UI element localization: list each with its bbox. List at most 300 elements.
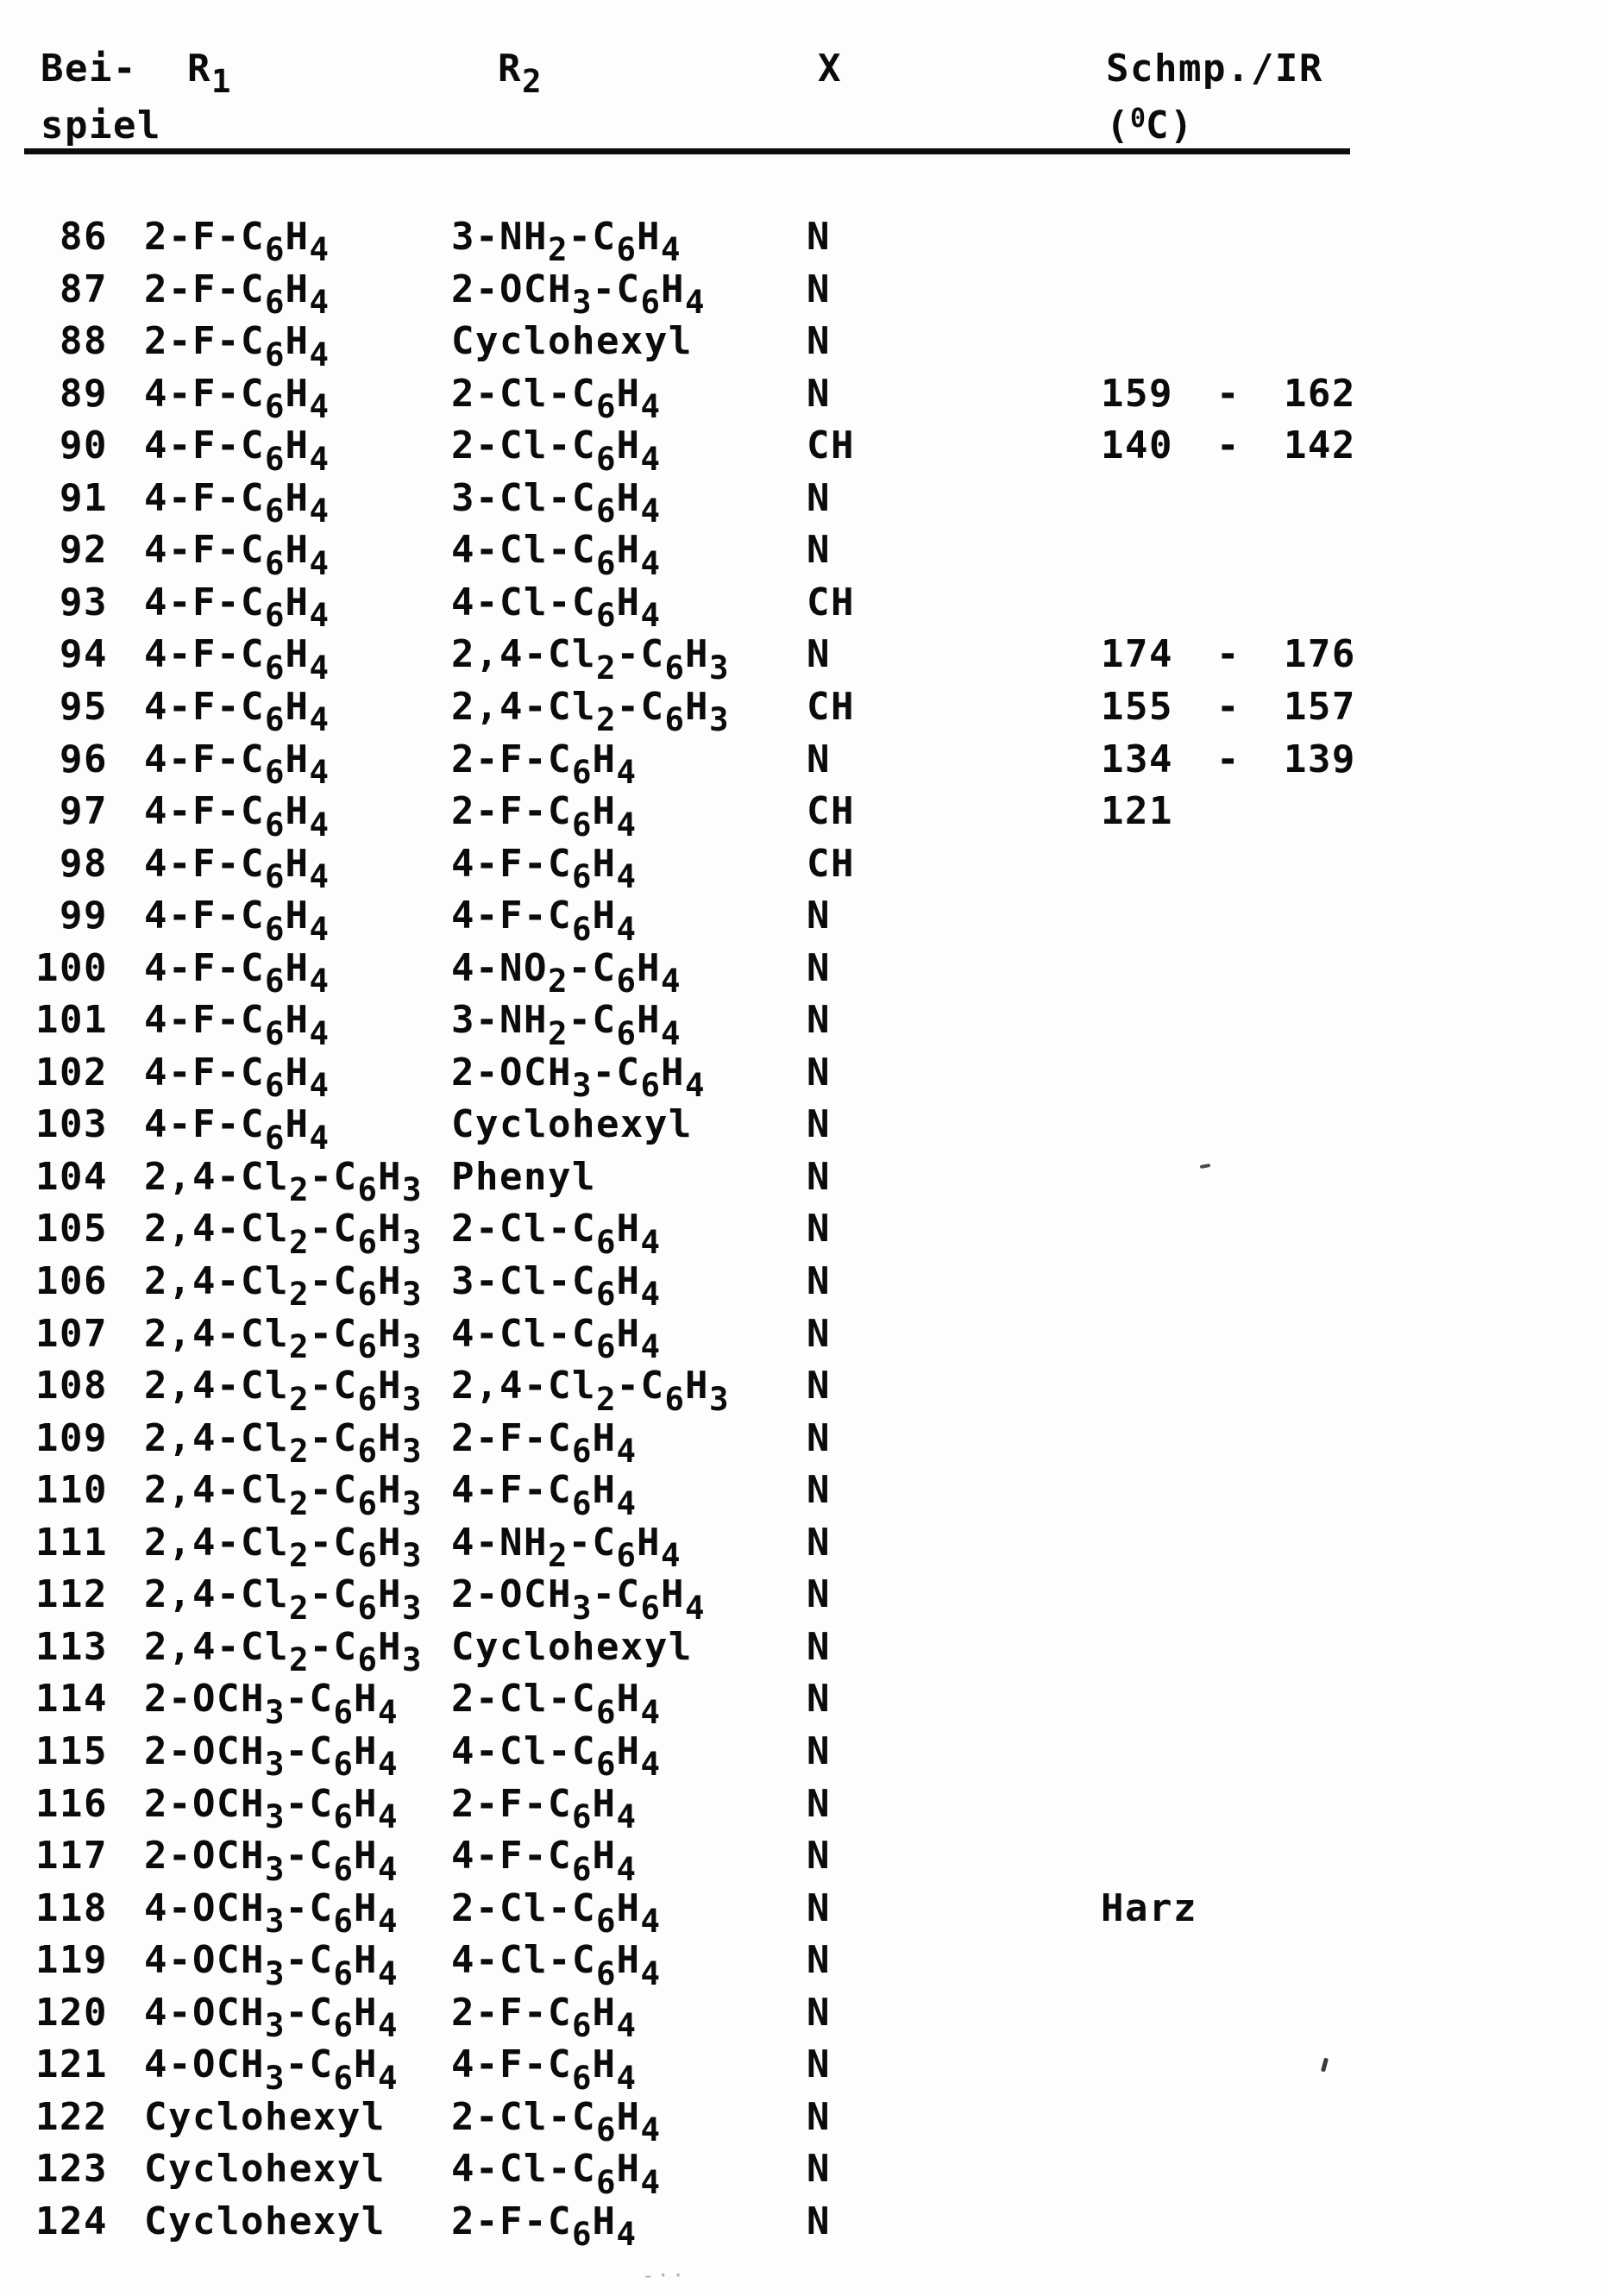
cell-beispiel: 89 [60, 371, 108, 416]
cell-x: N [807, 1885, 831, 1930]
subscript-digit: 6 [264, 387, 286, 426]
table-row-105 [0, 1207, 1602, 1264]
cell-x: CH [807, 580, 855, 624]
subscript-digit: 6 [595, 1275, 617, 1314]
cell-beispiel: 116 [35, 1781, 108, 1826]
table-row-100 [0, 945, 1602, 1003]
subscript-digit: 4 [309, 596, 330, 635]
cell-r2: $4-F-C_6H_4$ [451, 2042, 637, 2097]
cell-beispiel: 114 [35, 1677, 108, 1722]
cell-x: CH [807, 841, 855, 886]
subscript-digit: 4 [377, 1849, 399, 1888]
subscript-digit: 6 [357, 1379, 378, 1418]
subscript-digit: 4 [309, 700, 330, 739]
subscript-digit: 6 [595, 387, 617, 426]
cell-r2: $2,4-Cl_2-C_6H_3$ [451, 684, 730, 739]
subscript-digit: 3 [708, 1379, 730, 1418]
cell-r1: Cyclohexyl [144, 2094, 386, 2139]
table-row-89 [0, 371, 1602, 429]
subscript-digit: 6 [264, 1118, 286, 1157]
table-row-93 [0, 580, 1602, 637]
subscript-digit: 6 [616, 962, 637, 1001]
cell-x: CH [807, 684, 855, 729]
cell-r1: $2-F-C_6H_4$ [144, 215, 330, 269]
subscript-digit: 3 [264, 2006, 286, 2045]
subscript-digit: 4 [640, 596, 661, 635]
subscript-digit: 6 [264, 439, 286, 478]
cell-r1: $2,4-Cl_2-C_6H_3$ [144, 1520, 423, 1575]
cell-r1: $4-F-C_6H_4$ [144, 423, 330, 478]
subscript-digit: 2 [595, 1379, 617, 1418]
subscript-digit: 4 [377, 1745, 399, 1784]
header-rule [24, 148, 1350, 154]
cell-beispiel: 109 [35, 1415, 108, 1460]
cell-r2: Cyclohexyl [451, 1102, 693, 1147]
subscript-digit: 3 [401, 1327, 423, 1365]
table-row-103 [0, 1102, 1602, 1159]
subscript-digit: 3 [571, 1066, 593, 1105]
cell-r2: $4-NH_2-C_6H_4$ [451, 1520, 682, 1575]
subscript-digit: 6 [357, 1588, 378, 1627]
header-degrees-c [1106, 103, 1194, 147]
cell-beispiel: 102 [35, 1050, 108, 1095]
cell-r1: $2,4-Cl_2-C_6H_3$ [144, 1572, 423, 1627]
table-row-108 [0, 1364, 1602, 1421]
subscript-digit: 6 [333, 1849, 354, 1888]
subscript-digit: 6 [264, 648, 286, 687]
subscript-digit: 4 [309, 962, 330, 1001]
header-schmp-ir: Schmp./IR [1106, 47, 1323, 91]
cell-r2: $2-F-C_6H_4$ [451, 1990, 637, 2045]
cell-beispiel: 121 [35, 2042, 108, 2087]
subscript-digit: 4 [309, 1013, 330, 1052]
cell-r2: $4-Cl-C_6H_4$ [451, 528, 661, 582]
cell-x: N [807, 1572, 831, 1617]
subscript-digit: 2 [595, 700, 617, 739]
subscript-digit: 4 [309, 335, 330, 373]
subscript-digit: 4 [616, 1484, 637, 1522]
cell-r1: Cyclohexyl [144, 2199, 386, 2243]
subscript-digit: 6 [571, 2215, 593, 2254]
cell-x: N [807, 1520, 831, 1565]
table-row-111 [0, 1520, 1602, 1578]
cell-schmp: 134 - 139 [1101, 737, 1356, 781]
subscript-digit: 6 [264, 335, 286, 373]
table-row-124 [0, 2199, 1602, 2256]
subscript-digit: 6 [571, 1432, 593, 1471]
subscript-digit: 6 [571, 1849, 593, 1888]
cell-r2: $2-Cl-C_6H_4$ [451, 423, 661, 478]
subscript-digit: 3 [264, 1954, 286, 1992]
subscript-digit: 2 [288, 1588, 310, 1627]
subscript-digit: 4 [616, 857, 637, 896]
subscript-digit: 3 [264, 1902, 286, 1941]
subscript-digit: 3 [401, 1432, 423, 1471]
subscript-digit: 6 [357, 1275, 378, 1314]
subscript-digit: 4 [660, 962, 682, 1001]
cell-x: N [807, 1834, 831, 1879]
subscript-digit: 6 [571, 857, 593, 896]
cell-r2: $4-NO_2-C_6H_4$ [451, 945, 682, 1001]
table-row-87 [0, 267, 1602, 324]
subscript-digit: 6 [595, 1327, 617, 1365]
cell-beispiel: 86 [60, 215, 108, 259]
cell-r2: $2-F-C_6H_4$ [451, 1415, 637, 1471]
cell-r2: $4-Cl-C_6H_4$ [451, 580, 661, 635]
header-r1-base: R [187, 47, 211, 91]
table-row-96 [0, 737, 1602, 794]
cell-x: N [807, 1154, 831, 1199]
subscript-digit: 4 [684, 283, 706, 321]
subscript-digit: 4 [309, 857, 330, 896]
subscript-digit: 6 [264, 909, 286, 948]
subscript-digit: 6 [264, 230, 286, 269]
cell-r2: $2-Cl-C_6H_4$ [451, 1207, 661, 1261]
cell-x: N [807, 319, 831, 364]
subscript-digit: 2 [547, 230, 569, 269]
cell-r2: $4-F-C_6H_4$ [451, 894, 637, 948]
cell-r1: $2,4-Cl_2-C_6H_3$ [144, 1415, 423, 1471]
subscript-digit: 4 [616, 909, 637, 948]
subscript-digit: 4 [640, 1275, 661, 1314]
subscript-digit: 2 [288, 1484, 310, 1522]
subscript-digit: 4 [640, 1222, 661, 1261]
subscript-digit: 3 [571, 283, 593, 321]
header-r2-base: R [498, 47, 522, 91]
subscript-digit: 3 [708, 700, 730, 739]
cell-r1: $2,4-Cl_2-C_6H_3$ [144, 1364, 423, 1418]
table-row-123 [0, 2147, 1602, 2204]
subscript-digit: 4 [616, 2215, 637, 2254]
subscript-digit: 6 [595, 596, 617, 635]
cell-x: N [807, 1990, 831, 2035]
header-r1-subscript: 1 [211, 62, 232, 101]
subscript-digit: 3 [264, 1692, 286, 1731]
table-row-114 [0, 1677, 1602, 1734]
subscript-digit: 4 [640, 1745, 661, 1784]
header-beispiel-line1: Bei- [41, 47, 137, 91]
subscript-digit: 3 [264, 1849, 286, 1888]
cell-r2: $4-Cl-C_6H_4$ [451, 1938, 661, 1992]
subscript-digit: 2 [288, 1536, 310, 1575]
subscript-digit: 3 [708, 648, 730, 687]
cell-r1: $2-F-C_6H_4$ [144, 267, 330, 321]
subscript-digit: 6 [264, 805, 286, 844]
subscript-digit: 4 [616, 1849, 637, 1888]
cell-beispiel: 115 [35, 1728, 108, 1773]
cell-r2: $2-OCH_3-C_6H_4$ [451, 1572, 706, 1627]
cell-schmp: 155 - 157 [1101, 684, 1356, 729]
cell-beispiel: 123 [35, 2147, 108, 2192]
subscript-digit: 6 [571, 2006, 593, 2045]
cell-schmp: 174 - 176 [1101, 632, 1356, 677]
cell-x: N [807, 1938, 831, 1983]
subscript-digit: 3 [401, 1640, 423, 1679]
subscript-digit: 4 [377, 1954, 399, 1992]
subscript-digit: 4 [660, 1013, 682, 1052]
cell-r1: $2,4-Cl_2-C_6H_3$ [144, 1207, 423, 1261]
cell-beispiel: 90 [60, 423, 108, 468]
cell-x: N [807, 1050, 831, 1095]
table-row-101 [0, 998, 1602, 1055]
cell-r1: $2-OCH_3-C_6H_4$ [144, 1834, 399, 1888]
subscript-digit: 3 [264, 1745, 286, 1784]
header-beispiel-line2: spiel [41, 104, 161, 147]
table-row-92 [0, 528, 1602, 585]
cell-x: CH [807, 789, 855, 834]
subscript-digit: 4 [309, 752, 330, 791]
cell-beispiel: 93 [60, 580, 108, 624]
table-row-117 [0, 1834, 1602, 1891]
table-row-113 [0, 1624, 1602, 1682]
cell-r2: $2-Cl-C_6H_4$ [451, 371, 661, 426]
cell-r1: $2-OCH_3-C_6H_4$ [144, 1728, 399, 1784]
subscript-digit: 6 [264, 596, 286, 635]
cell-r2: Cyclohexyl [451, 319, 693, 364]
header-degc-paren: ( [1106, 104, 1130, 147]
cell-beispiel: 88 [60, 319, 108, 364]
subscript-digit: 2 [547, 1013, 569, 1052]
subscript-digit: 6 [664, 648, 685, 687]
subscript-digit: 2 [288, 1327, 310, 1365]
cell-schmp: Harz [1101, 1885, 1197, 1930]
cell-r2: $2,4-Cl_2-C_6H_3$ [451, 1364, 730, 1418]
subscript-digit: 6 [664, 700, 685, 739]
cell-r1: $4-F-C_6H_4$ [144, 528, 330, 582]
subscript-digit: 4 [616, 805, 637, 844]
subscript-digit: 6 [595, 439, 617, 478]
subscript-digit: 6 [264, 1013, 286, 1052]
subscript-digit: 6 [357, 1327, 378, 1365]
subscript-digit: 6 [571, 805, 593, 844]
cell-beispiel: 95 [60, 684, 108, 729]
subscript-digit: 6 [357, 1536, 378, 1575]
cell-r1: $2-F-C_6H_4$ [144, 319, 330, 373]
subscript-digit: 2 [288, 1170, 310, 1209]
subscript-digit: 3 [401, 1484, 423, 1522]
cell-r1: $4-OCH_3-C_6H_4$ [144, 1938, 399, 1992]
table-row-115 [0, 1728, 1602, 1786]
subscript-digit: 2 [595, 648, 617, 687]
cell-x: N [807, 2199, 831, 2243]
cell-r2: $2-F-C_6H_4$ [451, 1781, 637, 1835]
cell-r2: $4-F-C_6H_4$ [451, 1468, 637, 1522]
subscript-digit: 4 [640, 1954, 661, 1992]
cell-beispiel: 120 [35, 1990, 108, 2035]
cell-beispiel: 98 [60, 841, 108, 886]
cell-r1: $4-F-C_6H_4$ [144, 789, 330, 844]
subscript-digit: 4 [640, 2162, 661, 2201]
subscript-digit: 2 [288, 1379, 310, 1418]
cell-beispiel: 92 [60, 528, 108, 573]
header-r2-subscript: 2 [522, 62, 543, 101]
subscript-digit: 6 [357, 1222, 378, 1261]
cell-x: N [807, 2147, 831, 2192]
subscript-digit: 4 [309, 283, 330, 321]
table-row-112 [0, 1572, 1602, 1629]
subscript-digit: 4 [377, 2058, 399, 2097]
cell-x: N [807, 528, 831, 573]
cell-beispiel: 103 [35, 1102, 108, 1147]
cell-beispiel: 94 [60, 632, 108, 677]
cell-schmp: 121 [1101, 789, 1173, 834]
subscript-digit: 6 [571, 752, 593, 791]
cell-r1: $4-F-C_6H_4$ [144, 737, 330, 791]
subscript-digit: 3 [401, 1536, 423, 1575]
subscript-digit: 6 [333, 2058, 354, 2097]
cell-schmp: 159 - 162 [1101, 371, 1356, 416]
table-row-86 [0, 215, 1602, 272]
subscript-digit: 3 [401, 1222, 423, 1261]
header-r1 [187, 47, 232, 101]
cell-r2: $3-NH_2-C_6H_4$ [451, 998, 682, 1052]
cell-r1: $4-F-C_6H_4$ [144, 1050, 330, 1105]
subscript-digit: 4 [309, 543, 330, 582]
cell-beispiel: 117 [35, 1834, 108, 1879]
cell-r2: $4-F-C_6H_4$ [451, 841, 637, 896]
subscript-digit: 6 [640, 283, 661, 321]
cell-r1: Cyclohexyl [144, 2147, 386, 2192]
cell-beispiel: 101 [35, 998, 108, 1043]
subscript-digit: 4 [684, 1588, 706, 1627]
subscript-digit: 6 [264, 752, 286, 791]
cell-beispiel: 113 [35, 1624, 108, 1669]
subscript-digit: 6 [571, 1797, 593, 1835]
subscript-digit: 6 [571, 909, 593, 948]
cell-x: N [807, 215, 831, 259]
subscript-digit: 4 [640, 439, 661, 478]
subscript-digit: 2 [288, 1275, 310, 1314]
subscript-digit: 6 [333, 1902, 354, 1941]
cell-beispiel: 87 [60, 267, 108, 311]
cell-x: N [807, 1311, 831, 1356]
subscript-digit: 6 [616, 1013, 637, 1052]
cell-r2: $2-Cl-C_6H_4$ [451, 1885, 661, 1941]
subscript-digit: 6 [571, 1484, 593, 1522]
cell-beispiel: 106 [35, 1259, 108, 1303]
cell-r1: $4-F-C_6H_4$ [144, 475, 330, 530]
cell-r1: $4-F-C_6H_4$ [144, 371, 330, 426]
cell-r1: $2,4-Cl_2-C_6H_3$ [144, 1259, 423, 1314]
cell-x: N [807, 737, 831, 781]
subscript-digit: 6 [595, 1692, 617, 1731]
cell-r2: $3-NH_2-C_6H_4$ [451, 215, 682, 269]
cell-x: N [807, 945, 831, 990]
cell-x: N [807, 1468, 831, 1513]
subscript-digit: 4 [309, 1118, 330, 1157]
cell-r1: $2,4-Cl_2-C_6H_3$ [144, 1154, 423, 1209]
cell-r1: $4-OCH_3-C_6H_4$ [144, 2042, 399, 2097]
subscript-digit: 4 [377, 1902, 399, 1941]
subscript-digit: 6 [595, 1902, 617, 1941]
cell-x: N [807, 267, 831, 311]
subscript-digit: 2 [288, 1640, 310, 1679]
cell-beispiel: 119 [35, 1938, 108, 1983]
cell-beispiel: 105 [35, 1207, 108, 1252]
cell-schmp: 140 - 142 [1101, 423, 1356, 468]
cell-x: N [807, 2094, 831, 2139]
subscript-digit: 6 [664, 1379, 685, 1418]
subscript-digit: 6 [357, 1432, 378, 1471]
cell-r1: $2-OCH_3-C_6H_4$ [144, 1677, 399, 1731]
cell-beispiel: 97 [60, 789, 108, 834]
subscript-digit: 4 [640, 1902, 661, 1941]
cell-x: N [807, 2042, 831, 2087]
cell-r1: $4-F-C_6H_4$ [144, 841, 330, 896]
subscript-digit: 4 [660, 1536, 682, 1575]
cell-x: N [807, 1102, 831, 1147]
subscript-digit: 6 [640, 1066, 661, 1105]
cell-x: N [807, 371, 831, 416]
cell-x: N [807, 1415, 831, 1460]
cell-beispiel: 118 [35, 1885, 108, 1930]
cell-r2: $4-Cl-C_6H_4$ [451, 1311, 661, 1365]
stray-smudge-2: -·· [642, 2263, 688, 2287]
header-r2 [498, 47, 543, 101]
table-row-121 [0, 2042, 1602, 2099]
cell-r2: $2,4-Cl_2-C_6H_3$ [451, 632, 730, 687]
cell-beispiel: 122 [35, 2094, 108, 2139]
header-x: X [818, 47, 842, 91]
cell-r2: $4-F-C_6H_4$ [451, 1834, 637, 1888]
subscript-digit: 4 [616, 1797, 637, 1835]
subscript-digit: 6 [595, 1745, 617, 1784]
subscript-digit: 4 [660, 230, 682, 269]
cell-r2: $2-OCH_3-C_6H_4$ [451, 267, 706, 321]
table-row-107 [0, 1311, 1602, 1369]
subscript-digit: 6 [264, 492, 286, 530]
cell-beispiel: 111 [35, 1520, 108, 1565]
cell-r1: $4-F-C_6H_4$ [144, 998, 330, 1052]
cell-r1: $4-F-C_6H_4$ [144, 580, 330, 635]
table-row-94 [0, 632, 1602, 689]
table-row-122 [0, 2094, 1602, 2152]
cell-r1: $4-F-C_6H_4$ [144, 945, 330, 1001]
subscript-digit: 6 [264, 283, 286, 321]
cell-beispiel: 107 [35, 1311, 108, 1356]
subscript-digit: 6 [264, 543, 286, 582]
cell-beispiel: 112 [35, 1572, 108, 1617]
cell-x: N [807, 1364, 831, 1408]
table-row-98 [0, 841, 1602, 899]
subscript-digit: 6 [616, 1536, 637, 1575]
table-row-116 [0, 1781, 1602, 1839]
cell-r1: $4-F-C_6H_4$ [144, 684, 330, 739]
cell-x: N [807, 1728, 831, 1773]
table-row-95 [0, 684, 1602, 742]
subscript-digit: 4 [684, 1066, 706, 1105]
cell-r2: $2-F-C_6H_4$ [451, 737, 637, 791]
table-row-109 [0, 1415, 1602, 1473]
subscript-digit: 3 [401, 1275, 423, 1314]
subscript-digit: 6 [264, 700, 286, 739]
subscript-digit: 6 [595, 1954, 617, 1992]
table-row-118 [0, 1885, 1602, 1943]
cell-beispiel: 91 [60, 475, 108, 520]
subscript-digit: 4 [309, 387, 330, 426]
cell-r1: $2,4-Cl_2-C_6H_3$ [144, 1311, 423, 1365]
subscript-digit: 4 [309, 439, 330, 478]
subscript-digit: 6 [595, 2111, 617, 2149]
cell-x: N [807, 632, 831, 677]
cell-r1: $2,4-Cl_2-C_6H_3$ [144, 1468, 423, 1522]
subscript-digit: 3 [401, 1170, 423, 1209]
table-row-110 [0, 1468, 1602, 1525]
table-row-102 [0, 1050, 1602, 1107]
table-row-91 [0, 475, 1602, 533]
subscript-digit: 6 [357, 1640, 378, 1679]
cell-r2: $2-Cl-C_6H_4$ [451, 2094, 661, 2149]
